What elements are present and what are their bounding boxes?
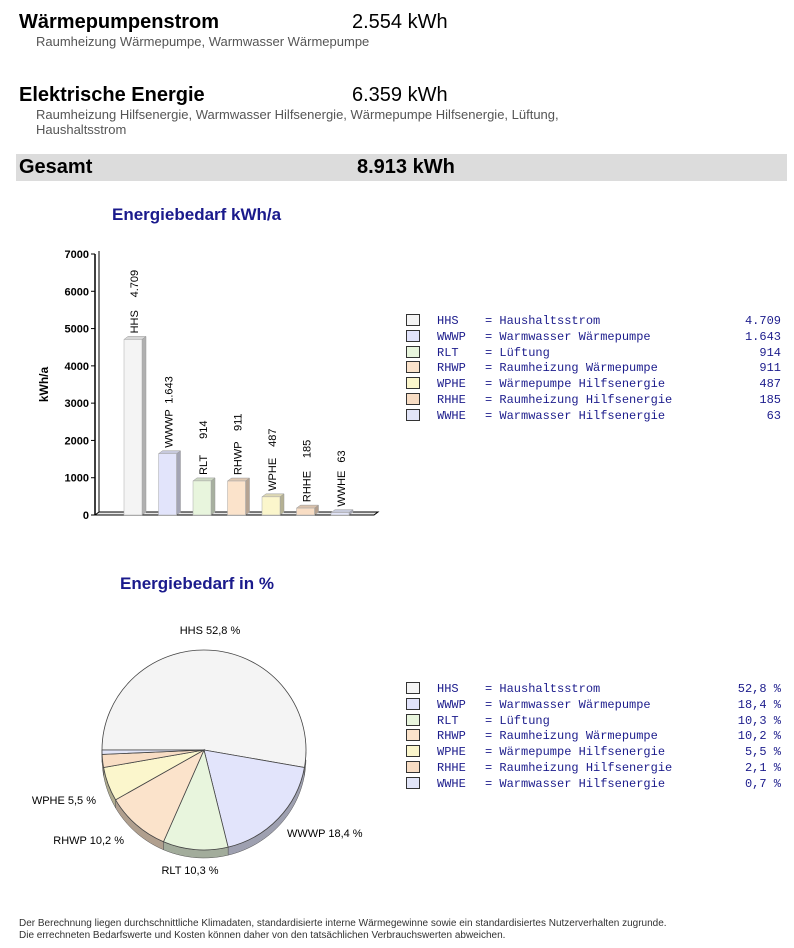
legend-value: 2,1 % xyxy=(744,761,781,775)
y-axis-label: kWh/a xyxy=(37,366,51,403)
legend-value: 10,3 % xyxy=(737,713,781,728)
legend-name: = Wärmepumpe Hilfsenergie xyxy=(485,745,666,760)
bar-legend-item-wwwp xyxy=(406,330,781,344)
legend-swatch xyxy=(406,361,420,373)
legend-value: 10,2 % xyxy=(737,729,781,744)
legend-code: RHWP xyxy=(437,361,466,376)
bar-legend-item-wphe xyxy=(406,377,781,391)
pie-legend-item-hhs xyxy=(406,682,781,696)
legend-code: WWWP xyxy=(437,329,466,344)
legend-code: RHHE xyxy=(437,761,466,775)
legend-code: WWHE xyxy=(437,408,466,423)
legend-swatch xyxy=(406,409,420,421)
legend-code: HHS xyxy=(437,682,459,696)
bar-top xyxy=(297,505,319,508)
y-tick-label: 5000 xyxy=(64,323,89,336)
waermepumpenstrom-description: Raumheizung Wärmepumpe, Warmwasser Wärmepumpe xyxy=(36,34,370,49)
bar-legend-item-rlt xyxy=(406,346,781,360)
pie-chart-title: Energiebedarf in % xyxy=(120,574,274,593)
bar-value-label: 487 xyxy=(267,428,279,447)
legend-name: = Raumheizung Wärmepumpe xyxy=(485,361,658,376)
elektrische-energie-value: 6.359 kWh xyxy=(352,84,448,106)
y-tick-label: 7000 xyxy=(64,249,89,261)
legend-value: 18,4 % xyxy=(737,697,781,712)
legend-value: 63 xyxy=(766,408,781,423)
legend-value: 1.643 xyxy=(744,329,781,344)
legend-swatch xyxy=(406,729,420,741)
bar-legend-item-rhwp xyxy=(406,361,781,375)
bar-legend-item-hhs xyxy=(406,314,781,328)
legend-code: RHHE xyxy=(437,393,466,407)
legend-value: 4.709 xyxy=(744,314,781,328)
bar-top xyxy=(124,336,146,339)
legend-name: = Warmwasser Wärmepumpe xyxy=(485,329,651,344)
legend-value: 911 xyxy=(759,361,781,376)
legend-value: 185 xyxy=(759,393,781,407)
legend-name: = Lüftung xyxy=(485,345,550,360)
legend-swatch xyxy=(406,393,420,405)
pie-legend-item-wwwp xyxy=(406,698,781,712)
bar-category-label: WPHE xyxy=(267,457,279,491)
pie-legend-item-rlt xyxy=(406,714,781,728)
bar-top xyxy=(228,478,250,481)
bar-chart-title: Energiebedarf kWh/a xyxy=(112,205,282,224)
legend-name: = Raumheizung Hilfsenergie xyxy=(485,393,673,407)
waermepumpenstrom-value: 2.554 kWh xyxy=(352,11,448,33)
bar-value-label: 4.709 xyxy=(129,269,141,298)
bar-value-label: 911 xyxy=(232,413,245,432)
legend-name: = Warmwasser Wärmepumpe xyxy=(485,697,651,712)
bar-rhhe xyxy=(297,508,315,515)
bar-category-label: WWWP xyxy=(163,409,176,448)
legend-name: = Lüftung xyxy=(485,713,550,728)
bar-hhs xyxy=(124,339,142,515)
legend-swatch xyxy=(406,761,420,773)
pie-label-rhwp: RHWP 10,2 % xyxy=(53,835,124,847)
y-tick-label: 4000 xyxy=(64,360,89,373)
bar-side xyxy=(211,478,215,515)
legend-name: = Warmwasser Hilfsenergie xyxy=(485,776,666,791)
bar-side xyxy=(246,478,250,515)
legend-swatch xyxy=(406,346,420,358)
y-tick-label: 2000 xyxy=(64,435,89,448)
elektrische-energie-description-line1: Raumheizung Hilfsenergie, Warmwasser Hilfsenergie, Wärmepumpe Hilfsenergie, Lüftung, xyxy=(36,107,559,122)
legend-swatch xyxy=(406,682,420,694)
legend-swatch xyxy=(406,698,420,710)
pie-legend-item-rhhe xyxy=(406,761,781,775)
bar-top xyxy=(262,494,284,497)
legend-name: = Wärmepumpe Hilfsenergie xyxy=(485,377,666,392)
legend-code: HHS xyxy=(437,314,459,328)
legend-swatch xyxy=(406,714,420,726)
bar-top xyxy=(193,478,215,481)
elektrische-energie-description-line2: Haushaltsstrom xyxy=(36,122,127,137)
bar-rhwp xyxy=(228,481,246,515)
pie-label-rlt: RLT 10,3 % xyxy=(161,865,219,877)
legend-swatch xyxy=(406,330,420,342)
pie-chart-legend xyxy=(406,682,781,794)
footer-note-line2: Die errechneten Bedarfswerte und Kosten können daher von den tatsächlichen Verbrauchswerten abweichen. xyxy=(19,930,506,941)
bar-wwwp xyxy=(159,454,177,515)
y-tick-label: 1000 xyxy=(64,472,89,485)
bar-wphe xyxy=(262,497,280,515)
bar-side xyxy=(142,336,146,515)
total-value: 8.913 kWh xyxy=(357,156,455,178)
legend-value: 5,5 % xyxy=(744,745,781,760)
bar-value-label: 63 xyxy=(336,450,348,463)
bar-legend-item-wwhe xyxy=(406,409,781,423)
legend-name: = Raumheizung Hilfsenergie xyxy=(485,761,673,775)
bar-top xyxy=(331,510,353,513)
waermepumpenstrom-title: Wärmepumpenstrom xyxy=(19,11,220,33)
bar-chart-legend xyxy=(406,314,781,426)
pie-legend-item-wwhe xyxy=(406,777,781,791)
bar-wwhe xyxy=(331,513,349,515)
legend-value: 0,7 % xyxy=(744,776,781,791)
legend-name: = Haushaltsstrom xyxy=(485,682,601,696)
bar-top xyxy=(159,451,181,454)
footer-note-line1: Der Berechnung liegen durchschnittliche Klimadaten, standardisierte interne Wärmegewinne sowie ein standardisiertes Nutzerverhalten zugrunde. xyxy=(19,918,667,929)
y-tick-label: 3000 xyxy=(64,398,89,411)
legend-swatch xyxy=(406,314,420,326)
pie-legend-item-wphe xyxy=(406,745,781,759)
bar-value-label: 914 xyxy=(198,420,210,439)
bar-category-label: RHWP xyxy=(232,441,245,476)
legend-swatch xyxy=(406,777,420,789)
legend-name: = Warmwasser Hilfsenergie xyxy=(485,408,666,423)
bar-value-label: 185 xyxy=(301,439,314,459)
legend-code: WWHE xyxy=(437,776,466,791)
legend-value: 487 xyxy=(759,377,781,392)
bar-value-label: 1.643 xyxy=(163,376,176,404)
pie-label-wwwp: WWWP 18,4 % xyxy=(287,828,363,840)
legend-code: WWWP xyxy=(437,697,466,712)
legend-code: RLT xyxy=(437,345,459,360)
bar-legend-item-rhhe xyxy=(406,393,781,407)
bar-chart xyxy=(0,230,400,530)
pie-chart xyxy=(0,600,400,890)
bar-category-label: WWHE xyxy=(336,470,348,507)
bar-rlt xyxy=(193,481,211,515)
legend-swatch xyxy=(406,377,420,389)
y-tick-label: 0 xyxy=(82,510,89,522)
bar-category-label: RHHE xyxy=(301,470,314,503)
bar-side xyxy=(177,451,181,515)
pie-legend-item-rhwp xyxy=(406,729,781,743)
legend-code: WPHE xyxy=(437,745,466,760)
total-label: Gesamt xyxy=(19,156,93,178)
legend-code: RHWP xyxy=(437,729,466,744)
legend-name: = Haushaltsstrom xyxy=(485,314,601,328)
legend-swatch xyxy=(406,745,420,757)
bar-category-label: RLT xyxy=(198,454,210,475)
legend-code: RLT xyxy=(437,713,459,728)
y-tick-label: 6000 xyxy=(64,286,89,299)
legend-value: 914 xyxy=(759,345,781,360)
pie-label-hhs: HHS 52,8 % xyxy=(179,625,241,637)
bar-side xyxy=(280,494,284,515)
legend-value: 52,8 % xyxy=(737,682,781,696)
elektrische-energie-title: Elektrische Energie xyxy=(19,84,205,106)
legend-code: WPHE xyxy=(437,377,466,392)
legend-name: = Raumheizung Wärmepumpe xyxy=(485,729,658,744)
pie-label-wphe: WPHE 5,5 % xyxy=(31,795,96,807)
bar-category-label: HHS xyxy=(129,310,141,334)
